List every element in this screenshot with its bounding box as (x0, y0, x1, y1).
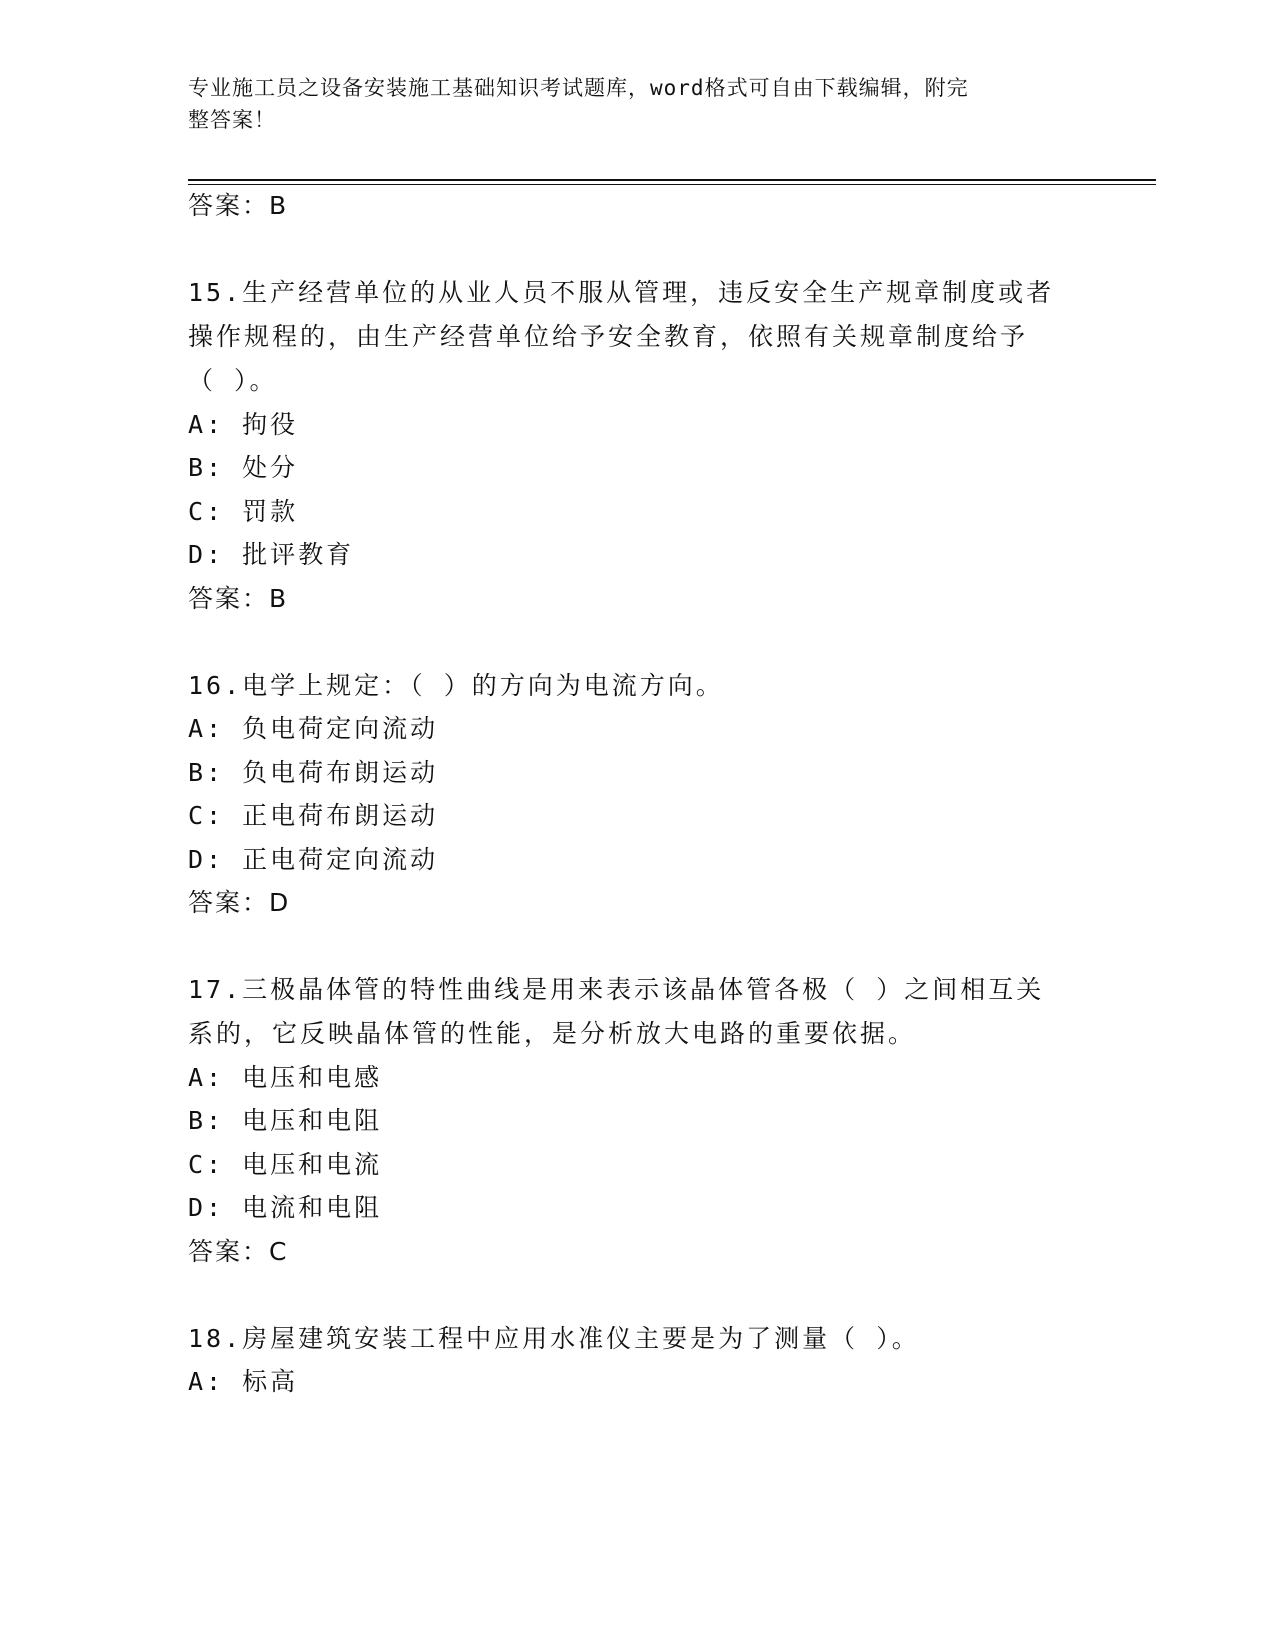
q15-answer: 答案：B (188, 584, 289, 613)
q18-stem-line-1: 18.房屋建筑安装工程中应用水准仪主要是为了测量（ ）。 (188, 1324, 920, 1353)
q15-option-a: A: 拘役 (188, 410, 299, 439)
q15-stem-line-3: （ ）。 (188, 366, 278, 395)
q16-option-a: A: 负电荷定向流动 (188, 714, 439, 743)
q17-option-d: D: 电流和电阻 (188, 1193, 383, 1222)
q16-option-b: B: 负电荷布朗运动 (188, 758, 439, 787)
header-divider-thin (188, 184, 1156, 185)
q16-answer: 答案：D (188, 888, 291, 917)
q15-stem-line-2: 操作规程的，由生产经营单位给予安全教育，依照有关规章制度给予 (188, 322, 1029, 351)
header-divider-thick (188, 179, 1156, 181)
q17-option-a: A: 电压和电感 (188, 1063, 383, 1092)
q17-stem-line-2: 系的，它反映晶体管的性能，是分析放大电路的重要依据。 (188, 1019, 917, 1048)
q17-option-c: C: 电压和电流 (188, 1150, 383, 1179)
q18-option-a: A: 标高 (188, 1367, 299, 1396)
header-line-2: 整答案！ (188, 108, 276, 132)
q17-stem-line-1: 17.三极晶体管的特性曲线是用来表示该晶体管各极（ ）之间相互关 (188, 975, 1045, 1004)
q15-option-c: C: 罚款 (188, 497, 299, 526)
q15-option-b: B: 处分 (188, 453, 299, 482)
q15-stem-line-1: 15.生产经营单位的从业人员不服从管理，违反安全生产规章制度或者 (188, 278, 1055, 307)
document-header (188, 72, 1068, 136)
q15-option-d: D: 批评教育 (188, 540, 355, 569)
q16-stem-line-1: 16.电学上规定：（ ）的方向为电流方向。 (188, 671, 724, 700)
q16-option-d: D: 正电荷定向流动 (188, 845, 439, 874)
q17-option-b: B: 电压和电阻 (188, 1106, 383, 1135)
q17-answer: 答案：C (188, 1237, 289, 1266)
q16-option-c: C: 正电荷布朗运动 (188, 801, 439, 830)
header-line-1: 专业施工员之设备安装施工基础知识考试题库，word格式可自由下载编辑，附完 (188, 76, 969, 100)
prev-answer: 答案：B (188, 191, 289, 220)
